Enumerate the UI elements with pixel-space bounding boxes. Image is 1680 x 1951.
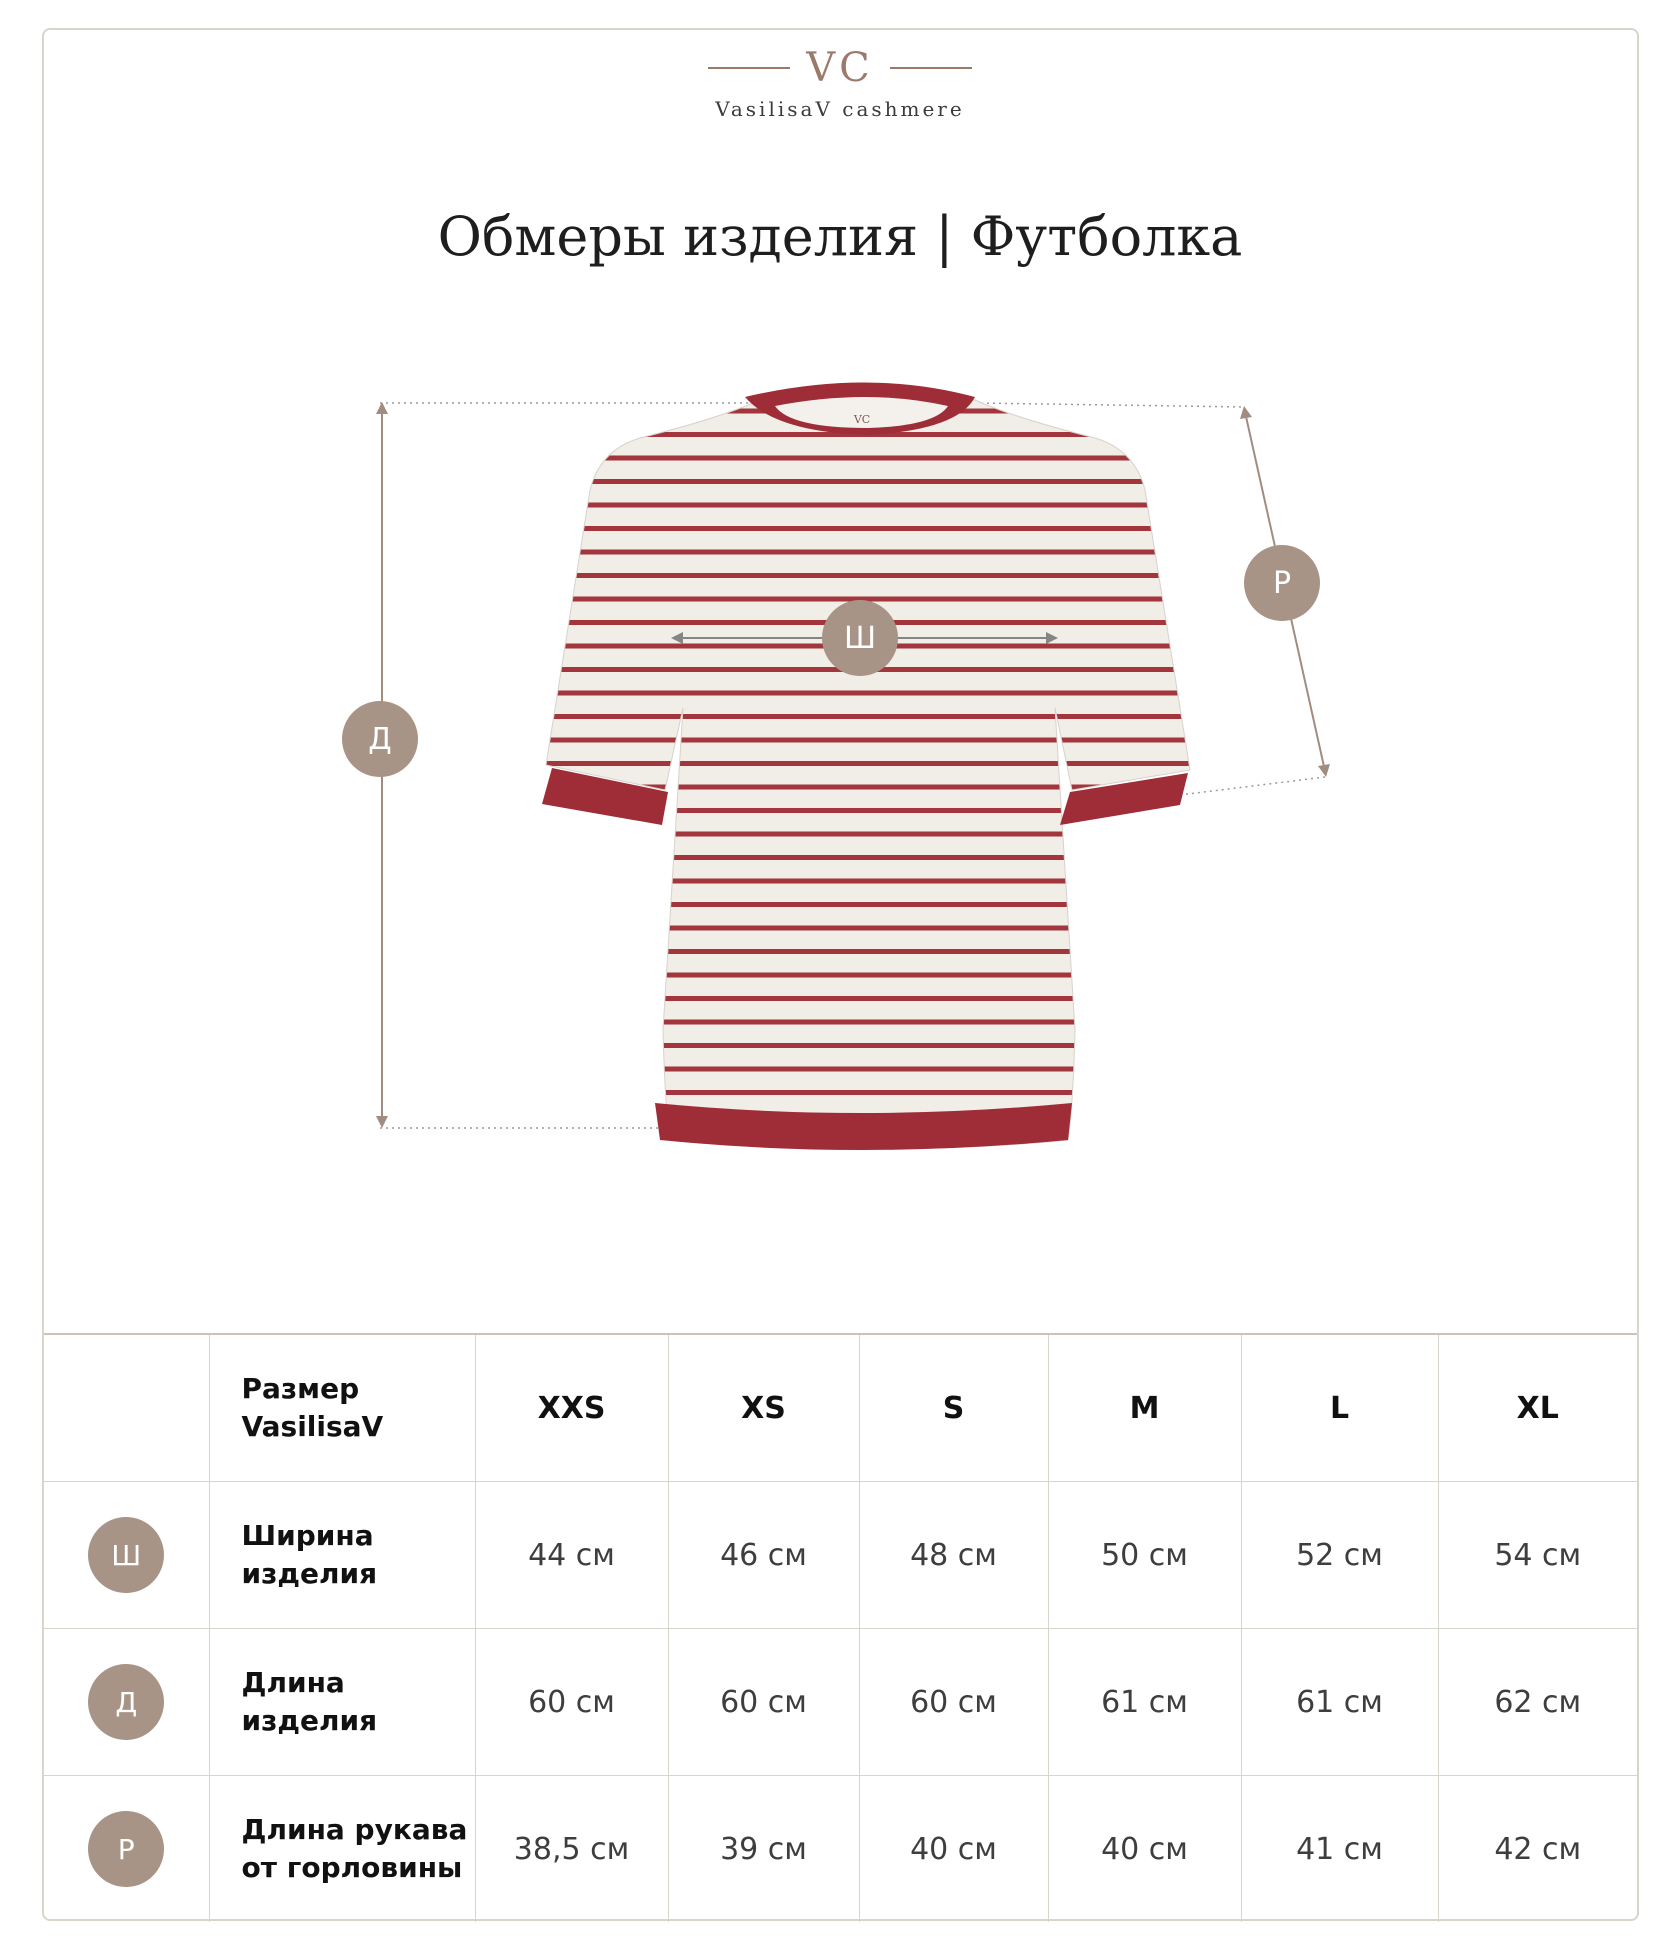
size-l-header: L xyxy=(1241,1334,1438,1482)
page-title: Обмеры изделия | Футболка xyxy=(437,205,1243,268)
table-cell: 60 см xyxy=(668,1629,859,1776)
table-cell: 54 см xyxy=(1438,1482,1637,1629)
width-marker-icon: Ш xyxy=(822,600,898,676)
table-cell: 62 см xyxy=(1438,1629,1637,1776)
sleeve-marker-icon: Р xyxy=(1244,545,1320,621)
table-cell: 48 см xyxy=(859,1482,1048,1629)
size-xs-header: XS xyxy=(668,1334,859,1482)
table-cell: 52 см xyxy=(1241,1482,1438,1629)
header-empty-cell xyxy=(44,1334,209,1482)
brand-name: VasilisaV cashmere xyxy=(715,97,965,121)
size-xl-header: XL xyxy=(1438,1334,1637,1482)
size-chart-table xyxy=(44,1333,1637,1922)
row-label: Длина изделия xyxy=(209,1629,475,1776)
table-cell: 60 см xyxy=(475,1629,668,1776)
sleeve-marker-icon: Р xyxy=(88,1811,164,1887)
table-cell: 39 см xyxy=(668,1776,859,1923)
table-cell: 61 см xyxy=(1241,1629,1438,1776)
table-cell: 46 см xyxy=(668,1482,859,1629)
table-cell: 38,5 см xyxy=(475,1776,668,1923)
table-cell: 44 см xyxy=(475,1482,668,1629)
table-cell: 61 см xyxy=(1048,1629,1241,1776)
size-column-label: Размер VasilisaV xyxy=(209,1334,475,1482)
table-cell: 50 см xyxy=(1048,1482,1241,1629)
table-header-row xyxy=(44,1334,1637,1482)
table-row xyxy=(44,1629,1637,1776)
table-cell: 41 см xyxy=(1241,1776,1438,1923)
table-cell: 40 см xyxy=(1048,1776,1241,1923)
row-label: Ширина изделия xyxy=(209,1482,475,1629)
size-m-header: M xyxy=(1048,1334,1241,1482)
table-row xyxy=(44,1776,1637,1923)
size-xxs-header: XXS xyxy=(475,1334,668,1482)
size-s-header: S xyxy=(859,1334,1048,1482)
row-icon-cell xyxy=(44,1629,209,1776)
shirt-tag-label: VC xyxy=(853,413,871,426)
logo-mark: VC xyxy=(806,45,874,91)
table-cell: 40 см xyxy=(859,1776,1048,1923)
width-marker-icon: Ш xyxy=(88,1517,164,1593)
table-cell: 60 см xyxy=(859,1629,1048,1776)
length-marker-icon: Д xyxy=(342,701,418,777)
table-cell: 42 см xyxy=(1438,1776,1637,1923)
length-marker-icon: Д xyxy=(88,1664,164,1740)
row-icon-cell xyxy=(44,1776,209,1923)
row-label: Длина рукава от горловины xyxy=(209,1776,475,1923)
row-icon-cell xyxy=(44,1482,209,1629)
table-row xyxy=(44,1482,1637,1629)
